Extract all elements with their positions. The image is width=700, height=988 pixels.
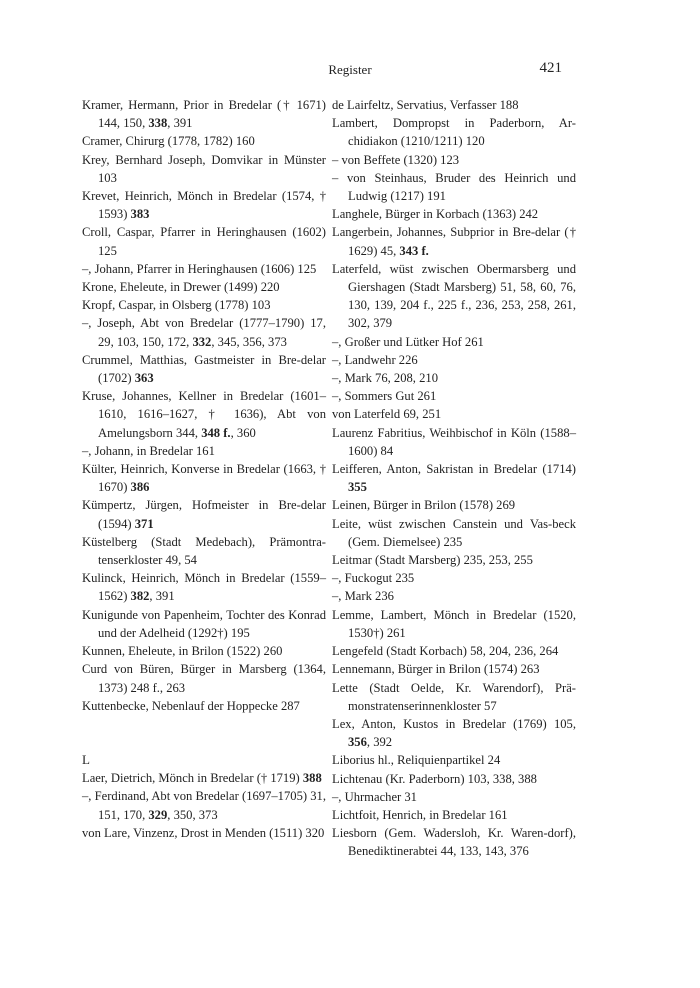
index-entry (332, 569, 576, 587)
index-entry (332, 405, 576, 423)
entry-text: Krevet, Heinrich, Mönch in Bredelar (1574, † 1593) (82, 189, 326, 222)
index-entry (332, 587, 576, 605)
entry-text: Kümpertz, Jürgen, Hofmeister in Bre-delar (1594) (82, 498, 326, 531)
index-entry (82, 314, 326, 350)
entry-text: –, Mark 76, 208, 210 (332, 371, 438, 386)
entry-page-ref-bold: 382 (130, 589, 150, 604)
entry-text: Lambert, Dompropst in Paderborn, Ar-chidiakon (1210/1211) 120 (332, 116, 576, 149)
index-entry (332, 824, 576, 860)
entry-text: Leinen, Bürger in Brilon (1578) 269 (332, 498, 516, 513)
section-gap (82, 715, 326, 751)
entry-text: Liesborn (Gem. Wadersloh, Kr. Waren-dorf), Benediktinerabtei 44, 133, 143, 376 (332, 826, 576, 859)
index-entry (82, 533, 326, 569)
index-entry (82, 151, 326, 187)
page-number: 421 (539, 60, 562, 76)
entry-text: , 391 (167, 116, 193, 131)
entry-page-ref-bold: 355 (348, 480, 367, 495)
index-entry (332, 515, 576, 551)
entry-text: Kramer, Hermann, Prior in Bredelar († 1671) 144, 150, (82, 98, 326, 131)
entries-k (82, 96, 326, 715)
entry-text: –, Mark 236 (332, 589, 394, 604)
index-entry (332, 424, 576, 460)
entry-text: –, Ferdinand, Abt von Bredelar (1697–1705) 31, 151, 170, (82, 789, 326, 822)
entry-text: –, Sommers Gut 261 (332, 389, 437, 404)
index-entry (332, 114, 576, 150)
entries-l-continued (332, 96, 576, 861)
entry-text: –, Johann, in Bredelar 161 (82, 443, 215, 458)
entry-text: –, Landwehr 226 (332, 352, 418, 367)
index-entry (82, 351, 326, 387)
entries-l (82, 769, 326, 842)
index-entry (82, 769, 326, 787)
index-entry (82, 642, 326, 660)
entry-text: Curd von Büren, Bürger in Marsberg (1364, 1373) 248 f., 263 (82, 662, 326, 695)
entry-page-ref-bold: 343 f. (399, 243, 429, 258)
entry-page-ref-bold: 388 (302, 771, 322, 786)
index-entry (82, 387, 326, 442)
index-entry (332, 751, 576, 769)
index-entry (82, 278, 326, 296)
entry-text: – von Steinhaus, Bruder des Heinrich und Ludwig (1217) 191 (332, 170, 576, 204)
entry-text: Langerbein, Johannes, Subprior in Bre-delar († 1629) 45, (332, 225, 576, 258)
index-entry (82, 132, 326, 150)
entry-text: Kulinck, Heinrich, Mönch in Bredelar (1559–1562) (82, 571, 326, 604)
index-entry (332, 715, 576, 751)
index-entry (332, 770, 576, 788)
entry-page-ref-bold: 332 (192, 334, 212, 349)
entry-text: von Laterfeld 69, 251 (332, 407, 442, 422)
index-entry (82, 496, 326, 532)
index-entry (332, 351, 576, 369)
index-entry (332, 260, 576, 333)
entry-text: , 345, 356, 373 (211, 334, 287, 349)
section-letter: L (82, 751, 90, 767)
index-entry (332, 460, 576, 496)
entry-page-ref-bold: 371 (134, 516, 154, 531)
entry-page-ref-bold: 348 f. (201, 425, 231, 440)
index-entry (332, 169, 576, 205)
index-entry (82, 223, 326, 259)
index-entry (332, 223, 576, 259)
index-entry (82, 296, 326, 314)
entry-page-ref-bold: 329 (148, 807, 168, 822)
entry-text: , 391 (149, 589, 175, 604)
entry-text: Cramer, Chirurg (1778, 1782) 160 (82, 134, 255, 149)
entry-text: , 360 (230, 425, 256, 440)
entry-page-ref-bold: 363 (134, 371, 154, 386)
entry-text: –, Großer und Lütker Hof 261 (332, 334, 484, 349)
entry-text: Liborius hl., Reliquienpartikel 24 (332, 753, 501, 768)
entry-page-ref-bold: 386 (130, 480, 150, 495)
entry-text: Külter, Heinrich, Konverse in Bredelar (1663, † 1670) (82, 462, 326, 495)
index-entry (82, 260, 326, 278)
index-column-left (82, 96, 326, 842)
index-entry (82, 697, 326, 715)
index-entry (332, 387, 576, 405)
entry-page-ref-bold: 383 (130, 207, 150, 222)
entry-text: Krey, Bernhard Joseph, Domvikar in Münster 103 (82, 152, 326, 185)
index-entry (332, 369, 576, 387)
entry-text: Langhele, Bürger in Korbach (1363) 242 (332, 207, 539, 222)
entry-text: Lemme, Lambert, Mönch in Bredelar (1520, 1530†) 261 (332, 607, 576, 640)
entry-text: – von Beffete (1320) 123 (332, 152, 460, 167)
entry-text: –, Johann, Pfarrer in Heringhausen (1606) 125 (82, 261, 317, 276)
entry-text: –, Fuckogut 235 (332, 571, 415, 586)
index-entry (332, 806, 576, 824)
entry-text: Croll, Caspar, Pfarrer in Heringhausen (1602) 125 (82, 225, 326, 258)
entry-text: –, Uhrmacher 31 (332, 789, 417, 804)
entry-text: Kropf, Caspar, in Olsberg (1778) 103 (82, 298, 271, 313)
index-entry (332, 96, 576, 114)
entry-text: , 350, 373 (167, 807, 218, 822)
index-entry (332, 788, 576, 806)
index-entry (332, 205, 576, 223)
index-entry (332, 660, 576, 678)
index-entry (332, 151, 576, 169)
index-entry (82, 442, 326, 460)
entry-text: Lichtenau (Kr. Paderborn) 103, 338, 388 (332, 771, 537, 786)
entry-text: de Lairfeltz, Servatius, Verfasser 188 (332, 98, 519, 112)
entry-text: , 392 (366, 735, 393, 750)
index-entry (332, 551, 576, 569)
entry-text: Küstelberg (Stadt Medebach), Prämontra-tenserkloster 49, 54 (82, 534, 326, 568)
index-entry (82, 787, 326, 823)
entry-text: von Lare, Vinzenz, Drost in Menden (1511) 320 (82, 825, 325, 840)
index-entry (82, 569, 326, 605)
index-entry (332, 679, 576, 715)
index-entry (82, 96, 326, 132)
entry-text: Lichtfoit, Henrich, in Bredelar 161 (332, 807, 508, 822)
entry-text: Lex, Anton, Kustos in Bredelar (1769) 105, (332, 716, 576, 731)
index-entry (332, 333, 576, 351)
entry-text: Lengefeld (Stadt Korbach) 58, 204, 236, 264 (332, 644, 559, 659)
entry-text: Kuttenbecke, Nebenlauf der Hoppecke 287 (82, 698, 300, 713)
index-entry (82, 824, 326, 842)
entry-text: Laterfeld, wüst zwischen Obermarsberg und Giershagen (Stadt Marsberg) 51, 58, 60, 76, 130, 139, 204 f., 225 f., 236, 253, 258, 261, 302, 379 (332, 261, 576, 331)
entry-text: Laurenz Fabritius, Weihbischof in Köln (1588–1600) 84 (332, 425, 576, 458)
entry-text: Leite, wüst zwischen Canstein und Vas-beck (Gem. Diemelsee) 235 (332, 516, 576, 549)
entry-page-ref-bold: 338 (148, 116, 168, 131)
index-entry (332, 606, 576, 642)
index-entry (82, 660, 326, 696)
index-entry (82, 187, 326, 223)
entry-text: Kunnen, Eheleute, in Brilon (1522) 260 (82, 644, 283, 659)
entry-text: –, Joseph, Abt von Bredelar (1777–1790) 17, 29, 103, 150, 172, (82, 316, 326, 349)
entry-text: Leitmar (Stadt Marsberg) 235, 253, 255 (332, 553, 533, 568)
entry-text: Leifferen, Anton, Sakristan in Bredelar (1714) (332, 462, 576, 477)
index-column-right (332, 96, 576, 861)
entry-text: Laer, Dietrich, Mönch in Bredelar († 1719) (82, 771, 303, 786)
entry-text: Lette (Stadt Oelde, Kr. Warendorf), Prä-monstratenserinnenkloster 57 (332, 680, 576, 713)
entry-page-ref-bold: 356 (348, 735, 367, 750)
index-entry (332, 496, 576, 514)
entry-text: Kunigunde von Papenheim, Tochter des Konrad und der Adelheid (1292†) 195 (82, 607, 326, 640)
running-head: Register (328, 62, 372, 77)
entry-text: Kruse, Johannes, Kellner in Bredelar (1601–1610, 1616–1627, † 1636), Abt von Amelungsborn 344, (82, 389, 326, 440)
entry-text: Crummel, Matthias, Gastmeister in Bre-delar (1702) (82, 352, 326, 386)
entry-text: Lennemann, Bürger in Brilon (1574) 263 (332, 662, 540, 677)
entry-text: Krone, Eheleute, in Drewer (1499) 220 (82, 280, 280, 295)
index-entry (82, 606, 326, 642)
index-entry (82, 460, 326, 496)
index-entry (332, 642, 576, 660)
